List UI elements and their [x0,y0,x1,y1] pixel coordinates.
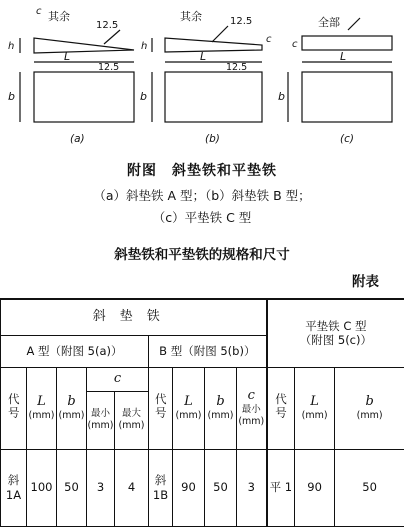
header-inclined-shim: 斜垫铁 [1,299,267,335]
dim-L-b: L [200,50,206,63]
table-header-row-1 [1,299,404,335]
drawing-b-plan-view [165,72,262,122]
roughness-value-a: 12.5 [96,20,118,31]
shim-drawings-svg [0,0,404,150]
table-note: 附表 [352,270,379,290]
figure-drawings [0,0,404,150]
dim-h-a: h [8,41,14,52]
cell-b-a: 50 [57,449,87,526]
dim-b-c: b [278,90,285,103]
drawing-c-plan-view [302,72,392,122]
header-flat-shim-ref: （附图 5(c)） [300,333,372,347]
header-c-b: c 最小 (mm) [237,367,267,449]
drawing-a [20,30,134,122]
dim-h-b: h [141,41,147,52]
header-flat-shim-title: 平垫铁 C 型 [305,319,366,333]
dim-b-b: b [140,90,147,103]
cell-cmin-a: 3 [87,449,115,526]
cell-code-c: 平 1 [267,449,295,526]
label-c: (c) [340,133,354,145]
cell-b-c: 50 [335,449,404,526]
spec-table [0,298,404,527]
cell-L-a: 100 [27,449,57,526]
roughness-note-a: 其余 [48,9,70,23]
header-flat-shim [267,299,404,367]
table-row [1,449,404,526]
drawing-c [288,18,392,122]
table-title: 斜垫铁和平垫铁的规格和尺寸 [0,243,404,263]
header-code-a: 代号 [1,367,27,449]
drawing-b [152,26,262,122]
header-L-b: L (mm) [173,367,205,449]
drawing-a-plan-view [34,72,134,122]
cell-L-c: 90 [295,449,335,526]
header-code-c: 代号 [267,367,295,449]
dim-b-a: b [8,90,15,103]
header-b-a: b (mm) [57,367,87,449]
cell-b-b: 50 [205,449,237,526]
dim-L-c: L [340,50,346,63]
header-c-max-a: 最大 (mm) [115,391,149,449]
figure-caption-title: 附图 斜垫铁和平垫铁 [0,160,404,180]
cell-code-a: 斜 1A [1,449,27,526]
dim-c-b: c [266,34,272,45]
cell-cmax-a: 4 [115,449,149,526]
header-c-a: c [87,367,149,391]
header-c-min-a: 最小 (mm) [87,391,115,449]
cell-code-b: 斜 1B [149,449,173,526]
label-a: (a) [70,133,85,145]
figure-caption-line2: （a）斜垫铁 A 型；（b）斜垫铁 B 型； [0,186,404,204]
cell-L-b: 90 [173,449,205,526]
roughness-value-b-bottom: 12.5 [226,62,247,73]
header-b-c: b (mm) [335,367,404,449]
header-code-b: 代号 [149,367,173,449]
table-header-row-3 [1,367,404,391]
dim-L-a: L [64,50,70,63]
header-b-b: b (mm) [205,367,237,449]
header-type-b: B 型（附图 5(b)） [149,335,267,367]
roughness-value-b: 12.5 [230,16,252,27]
cell-cmin-b: 3 [237,449,267,526]
header-L-c: L (mm) [295,367,335,449]
dim-c-a: c [36,6,42,17]
label-b: (b) [205,133,220,145]
roughness-note-c: 全部 [318,15,340,29]
roughness-value-a-bottom: 12.5 [98,62,119,73]
roughness-note-b: 其余 [180,9,202,23]
drawing-a-side-view [34,38,134,53]
header-L-a: L (mm) [27,367,57,449]
figure-caption-line3: （c）平垫铁 C 型 [0,208,404,226]
dim-c-c: c [292,39,298,50]
header-type-a: A 型（附图 5(a)） [1,335,149,367]
drawing-c-side-view [302,36,392,50]
